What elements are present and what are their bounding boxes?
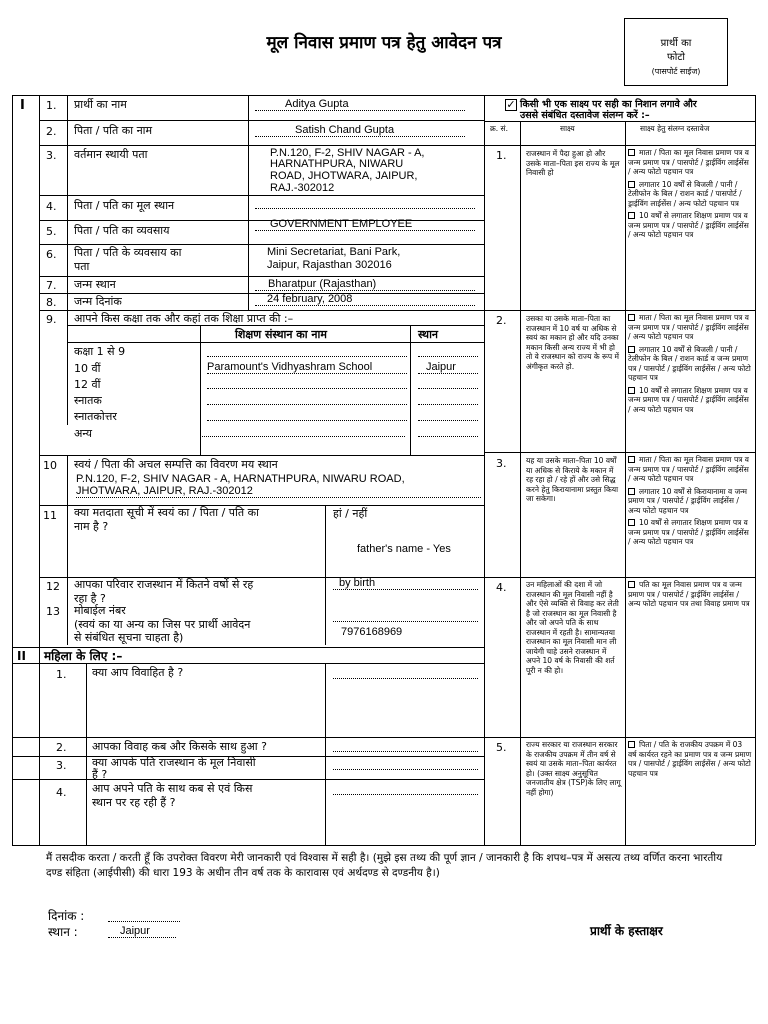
place-field[interactable]: Jaipur: [108, 925, 176, 938]
ev-1-doc-3: 10 वर्षों से लगातार शिक्षण प्रमाण पत्र व जन्म प्रमाण पत्र / पासपोर्ट / ड्राईविंग लाईसेंस / अन्य फोटो पहचान पत्र: [628, 211, 749, 239]
date-label: दिनांक :: [48, 909, 85, 923]
evidence-heading-1: किसी भी एक साक्ष्य पर सही का निशान लगावे और: [520, 99, 697, 110]
ev-2-doc-1: माता / पिता का मूल निवास प्रमाण पत्र व जन्म प्रमाण पत्र / पासपोर्ट / ड्राईविंग लाईसेंस / अन्य फोटो पहचान पत्र: [628, 313, 749, 341]
ev-2-text: उसका या उसके माता–पिता का राजस्थान में 10 वर्ष या अधिक से स्वयं का मकान हो और यदि उनका मकान किसी अन्य राज्य में भी हो तो वे राजस्थान को राज्य के रूप में अंगीकृत करते हो.: [526, 314, 620, 371]
occ-address-line-2: Jaipur, Rajasthan 302016: [267, 259, 392, 271]
row-8-label: जन्म दिनांक: [74, 295, 122, 308]
married-field[interactable]: [333, 667, 478, 679]
voter-list-field[interactable]: father's name - Yes: [357, 543, 451, 555]
ev-4-docs: [628, 580, 753, 612]
property-line-1: P.N.120, F-2, SHIV NAGAR - A, HARNATHPURA, NIWARU ROAD,: [76, 473, 405, 485]
residence-years-field[interactable]: by birth: [333, 577, 478, 590]
row-3-num: 3.: [46, 149, 57, 162]
row-6-label-2: पता: [74, 260, 90, 273]
evidence-checkbox[interactable]: ✓: [506, 98, 516, 111]
father-native-field[interactable]: [255, 197, 475, 209]
row-2-label: पिता / पति का नाम: [74, 124, 153, 137]
s2-row-4-label-2: स्थान पर रह रही हैं ?: [92, 796, 176, 809]
ev-3-doc-3: 10 वर्षों से लगातार शिक्षण प्रमाण पत्र व जन्म प्रमाण पत्र / पासपोर्ट / ड्राईविंग लाईसेंस / अन्य फोटो पहचान पत्र: [628, 518, 749, 546]
row-12-label-1: आपका परिवार राजस्थान में कितने वर्षो से रह: [74, 578, 254, 591]
section-1-roman: I: [20, 98, 25, 113]
row-9-label: आपने किस कक्षा तक और कहां तक शिक्षा प्राप्त की :–: [74, 312, 294, 325]
father-name-field[interactable]: Satish Chand Gupta: [255, 124, 465, 137]
ev-2-doc-2: लगातार 10 वर्षों से बिजली / पानी / टेलीफोन के बिल / राशन कार्ड व जन्म प्रमाण पत्र / पासपोर्ट / ड्राईविंग लाईसेंस / अन्य फोटो पहचान पत्र: [628, 344, 751, 382]
ev-1-num: 1.: [496, 149, 507, 162]
s2-row-2-num: 2.: [56, 741, 67, 754]
ev-5-num: 5.: [496, 741, 507, 754]
evidence-heading-2: उससे संबंधित दस्तावेज संलग्न करें :–: [520, 110, 650, 121]
address-line-2: HARNATHPURA, NIWARU: [270, 158, 404, 170]
ev-4-doc-1-checkbox[interactable]: [628, 581, 635, 588]
edu-10-place[interactable]: Jaipur: [418, 361, 478, 374]
ev-5-docs: [628, 740, 753, 781]
property-line-2: JHOTWARA, JAIPUR, RAJ.-302012: [76, 485, 481, 498]
ev-3-doc-1: माता / पिता का मूल निवास प्रमाण पत्र व जन्म प्रमाण पत्र / पासपोर्ट / ड्राईविंग लाईसेंस / अन्य फोटो पहचान पत्र: [628, 455, 749, 483]
ev-5-doc-1: पिता / पति के राजकीय उपक्रम में 03 वर्ष कार्यरत रहने का प्रमाण पत्र व जन्म प्रमाण पत्र / पासपोर्ट / ड्राईविंग लाईसेंस / अन्य फोटो पहचान पत्र: [628, 740, 752, 778]
ev-3-num: 3.: [496, 457, 507, 470]
address-line-3: ROAD, JHOTWARA, JAIPUR,: [270, 170, 418, 182]
photo-label-2: फोटो: [667, 52, 685, 63]
date-field[interactable]: [108, 910, 180, 922]
edu-1-9-institution[interactable]: [207, 345, 407, 357]
ev-2-doc-3: 10 वर्षों से लगातार शिक्षण प्रमाण पत्र व जन्म प्रमाण पत्र / पासपोर्ट / ड्राईविंग लाईसेंस / अन्य फोटो पहचान पत्र: [628, 385, 749, 414]
row-3-label: वर्तमान स्थायी पता: [74, 148, 148, 161]
row-10-num: 10: [43, 459, 57, 472]
row-13-label-3: से संबंधित सूचना चाहता है): [74, 631, 184, 644]
birth-place-field[interactable]: Bharatpur (Rajasthan): [255, 278, 475, 291]
address-line-1: P.N.120, F-2, SHIV NAGAR - A,: [270, 147, 425, 159]
row-7-label: जन्म स्थान: [74, 278, 116, 291]
ev-2-doc-3-checkbox[interactable]: [628, 387, 635, 394]
section-2-roman: II: [17, 649, 26, 663]
row-8-num: 8.: [46, 296, 57, 309]
row-9-num: 9.: [46, 313, 57, 326]
s2-row-2-label: आपका विवाह कब और किसके साथ हुआ ?: [92, 740, 267, 753]
s2-row-1-num: 1.: [56, 668, 67, 681]
occupation-field[interactable]: GOVERNMENT EMPLOYEE: [255, 218, 475, 231]
photo-box: [624, 18, 728, 86]
husband-native-field[interactable]: [333, 758, 478, 770]
row-5-label: पिता / पति का व्यवसाय: [74, 224, 170, 237]
edu-12-place[interactable]: [418, 377, 478, 389]
edu-1-9-place[interactable]: [418, 345, 478, 357]
edu-class-other: अन्य: [74, 427, 93, 440]
declaration-text: मैं तसदीक करता / करती हूँ कि उपरोक्त विवरण मेरी जानकारी एवं विश्वास में सही है। (मुझे इस तथ्य की पूर्ण ज्ञान / जानकारी है कि शपथ–पत्र में असत्य तथ्य वर्णित करना भारतीय दण्ड संहिता (आईपीसी) की धारा 193 के अधीन तीन वर्ष तक के कारावास एवं अर्थदण्ड से दण्डनीय है।): [46, 852, 723, 879]
row-12-label-2: रहा है ?: [74, 592, 106, 605]
col-docs: साक्ष्य हेतु संलग्न दस्तावेज: [640, 124, 710, 133]
col-institution: शिक्षण संस्थान का नाम: [235, 328, 327, 341]
ev-5-text: राज्य सरकार या राजस्थान सरकार के राजकीय उपक्रम में तीन वर्ष से स्वयं या उसके माता–पिता कार्यरत हो। (उक्त साक्ष्य अनुसूचित जनजातीय क्षेत्र (TSP)के लिए लागू नहीं होगा): [526, 740, 621, 797]
edu-class-postgraduate: स्नातकोत्तर: [74, 410, 117, 423]
row-6-label-1: पिता / पति के व्यवसाय का: [74, 246, 182, 259]
birth-date-field[interactable]: 24 february, 2008: [255, 293, 475, 306]
row-10-label: स्वयं / पिता की अचल सम्पत्ति का विवरण मय स्थान: [74, 458, 278, 471]
edu-class-12: 12 वीं: [74, 378, 101, 391]
ev-1-doc-1: माता / पिता का मूल निवास प्रमाण पत्र व जन्म प्रमाण पत्र / पासपोर्ट / ड्राईविंग लाईसेंस / अन्य फोटो पहचान पत्र: [628, 148, 749, 176]
ev-2-doc-1-checkbox[interactable]: [628, 314, 635, 321]
s2-row-3-label-2: हैं ?: [92, 768, 108, 781]
edu-pg-institution[interactable]: [207, 409, 407, 421]
row-4-label: पिता / पति का मूल स्थान: [74, 199, 175, 212]
s2-row-3-num: 3.: [56, 759, 67, 772]
marriage-details-field[interactable]: [333, 740, 478, 752]
place-label: स्थान :: [48, 925, 78, 939]
applicant-name-field[interactable]: Aditya Gupta: [255, 98, 465, 111]
edu-other-place[interactable]: [418, 425, 478, 437]
row-12-num: 12: [46, 580, 60, 593]
row-5-num: 5.: [46, 225, 57, 238]
row-11-label-2: नाम है ?: [74, 520, 109, 533]
ev-1-doc-2-checkbox[interactable]: [628, 181, 635, 188]
ev-1-text: राजस्थान में पैदा हुआ हो और उसके माता–पिता इस राज्य के मूल निवासी हो: [526, 149, 620, 177]
row-1-label: प्रार्थी का नाम: [74, 98, 127, 111]
edu-graduate-place[interactable]: [418, 393, 478, 405]
row-6-num: 6.: [46, 248, 57, 261]
ev-2-doc-2-checkbox[interactable]: [628, 346, 635, 353]
ev-5-doc-1-checkbox[interactable]: [628, 741, 635, 748]
ev-2-num: 2.: [496, 314, 507, 327]
s2-row-3-label-1: क्या आपके पति राजस्थान के मूल निवासी: [92, 756, 256, 769]
signature-label: प्रार्थी के हस्ताक्षर: [590, 924, 663, 938]
section-2-title: महिला के लिए :–: [44, 649, 123, 663]
s2-row-4-label-1: आप अपने पति के साथ कब से एवं किस: [92, 782, 253, 795]
page-title: मूल निवास प्रमाण पत्र हेतु आवेदन पत्र: [266, 33, 502, 53]
edu-class-10: 10 वीं: [74, 362, 101, 375]
address-line-4: RAJ.-302012: [270, 182, 335, 194]
col-evidence: साक्ष्य: [560, 124, 575, 133]
row-7-num: 7.: [46, 279, 57, 292]
row-1-num: 1.: [46, 99, 57, 112]
edu-12-institution[interactable]: [207, 377, 407, 389]
ev-3-doc-2: लगातार 10 वर्षों से किरायानामा व जन्म प्रमाण पत्र / पासपोर्ट / ड्राईविंग लाईसेंस / अन्य फोटो पहचान पत्र: [628, 486, 748, 515]
col-sno: क्र. सं.: [490, 124, 508, 133]
row-13-num: 13: [46, 605, 60, 618]
row-11-label-1: क्या मतदाता सूची में स्वयं का / पिता / पति का: [74, 506, 259, 519]
ev-3-doc-1-checkbox[interactable]: [628, 456, 635, 463]
ev-3-doc-3-checkbox[interactable]: [628, 519, 635, 526]
mobile-dots: [333, 610, 478, 622]
row-11-num: 11: [43, 509, 57, 522]
edu-class-graduate: स्नातक: [74, 394, 102, 407]
ev-1-doc-3-checkbox[interactable]: [628, 212, 635, 219]
row-4-num: 4.: [46, 200, 57, 213]
edu-other-institution[interactable]: [200, 425, 405, 437]
row-2-num: 2.: [46, 125, 57, 138]
ev-3-text: यह या उसके माता–पिता 10 वर्षों या अधिक से किराये के मकान में रह रहा हो / रहे हों और उसे सिद्ध करने हेतु किरायानामा प्रस्तुत किया जा सकेगा।: [526, 456, 619, 503]
col-place: स्थान: [418, 328, 439, 341]
ev-4-text: उन महिलाओं की दशा में जो राजस्थान की मूल निवासी नहीं है और ऐसे व्यक्ति से विवाह कर लेती है जो राजस्थान का मूल निवासी है और जो अपने पति के साथ राजस्थान में रहती है। सामान्यतया राजस्थान का मूल निवासी मान ली जायेगी चाहे उसने राजस्थान में अपने 10 वर्ष के निवासी की शर्त पूरी न की हो।: [526, 580, 619, 675]
ev-1-doc-2: लगातार 10 वर्षों से बिजली / पानी / टेलीफोन के बिल / राशन कार्ड / पासपोर्ट / ड्राईविंग लाईसेंस / अन्य फोटो पहचान पत्र: [628, 179, 742, 208]
edu-pg-place[interactable]: [418, 409, 478, 421]
mobile-field[interactable]: 7976168969: [341, 626, 403, 638]
s2-row-4-num: 4.: [56, 786, 67, 799]
photo-label-3: (पासपोर्ट साईज): [651, 67, 701, 76]
ev-1-docs: [628, 148, 753, 243]
ev-3-docs: [628, 455, 753, 550]
ev-4-doc-1: पति का मूल निवास प्रमाण पत्र व जन्म प्रमाण पत्र / पासपोर्ट / ड्राईविंग लाईसेंस / अन्य फोटो पहचान पत्र तथा विवाह प्रमाण पत्र: [628, 580, 750, 608]
ev-2-docs: [628, 313, 753, 417]
edu-graduate-institution[interactable]: [207, 393, 407, 405]
voter-options: हां / नहीं: [333, 507, 368, 520]
row-13-label-2: (स्वयं का या अन्य का जिस पर प्रार्थी आवेदन: [74, 618, 251, 631]
ev-4-num: 4.: [496, 581, 507, 594]
s2-row-1-label: क्या आप विवाहित है ?: [92, 666, 184, 679]
ev-3-doc-2-checkbox[interactable]: [628, 488, 635, 495]
living-with-husband-field[interactable]: [333, 783, 478, 795]
edu-class-1-9: कक्षा 1 से 9: [74, 345, 126, 358]
occ-address-line-1: Mini Secretariat, Bani Park,: [267, 246, 401, 258]
edu-10-institution[interactable]: Paramount's Vidhyashram School: [207, 361, 407, 374]
ev-1-doc-1-checkbox[interactable]: [628, 149, 635, 156]
row-13-label-1: मोबाईल नंबर: [74, 604, 126, 617]
photo-label-1: प्रार्थी का: [660, 38, 692, 49]
